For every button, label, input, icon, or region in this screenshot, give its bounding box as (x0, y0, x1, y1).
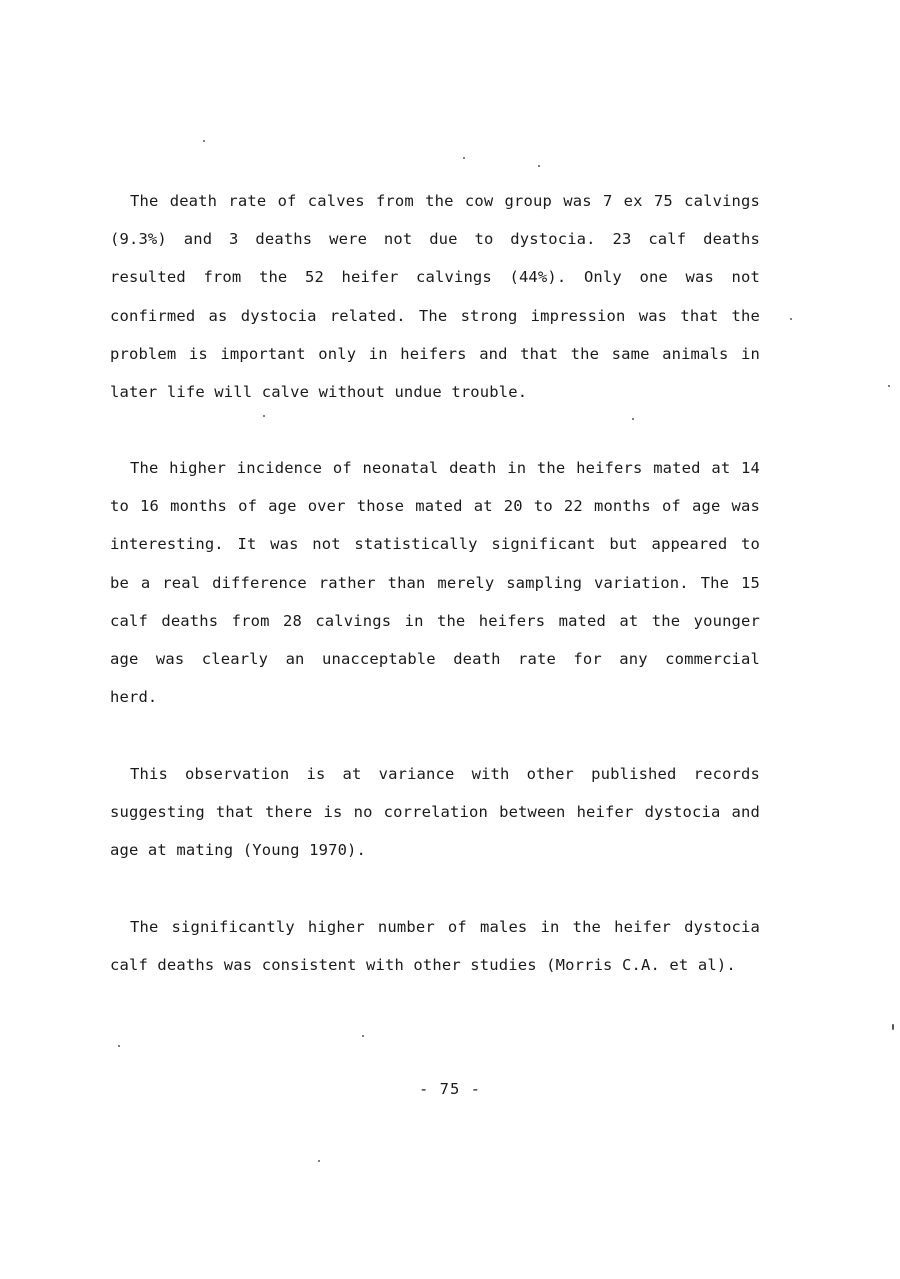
text-line: to 16 months of age over those mated at 20 to 22 months of age was (110, 497, 760, 516)
paragraph-3 (110, 755, 760, 870)
text-line: interesting. It was not statistically significant but appeared to (110, 535, 760, 554)
scan-speck (362, 1035, 364, 1037)
scan-speck (263, 415, 265, 417)
scan-speck (892, 1024, 894, 1030)
paragraph-4 (110, 908, 760, 984)
scan-speck (318, 1160, 320, 1162)
scan-speck (203, 140, 205, 142)
text-line: confirmed as dystocia related. The strong impression was that the (110, 306, 760, 325)
scan-speck (118, 1045, 120, 1047)
scan-speck (538, 165, 540, 167)
text-line: (9.3%) and 3 deaths were not due to dystocia. 23 calf deaths (110, 230, 760, 249)
text-line: calf deaths was consistent with other studies (Morris C.A. et al). (110, 956, 736, 975)
text-line: The significantly higher number of males in the heifer dystocia (130, 918, 760, 936)
page-number: - 75 - (419, 1080, 481, 1098)
text-line: suggesting that there is no correlation between heifer dystocia and (110, 803, 760, 822)
text-line: be a real difference rather than merely sampling variation. The 15 (110, 573, 760, 592)
text-line: later life will calve without undue trouble. (110, 383, 528, 402)
text-line: problem is important only in heifers and that the same animals in (110, 344, 760, 363)
text-line: resulted from the 52 heifer calvings (44%). Only one was not (110, 268, 760, 287)
paragraph-1 (110, 182, 760, 411)
scan-speck (632, 418, 634, 420)
scan-speck (790, 318, 792, 320)
text-line: This observation is at variance with other published records (130, 765, 760, 783)
text-line: age at mating (Young 1970). (110, 841, 367, 860)
text-line: herd. (110, 688, 158, 707)
text-line: The death rate of calves from the cow group was 7 ex 75 calvings (130, 192, 760, 210)
scan-speck (463, 157, 465, 159)
text-line: The higher incidence of neonatal death in the heifers mated at 14 (130, 459, 760, 477)
paragraph-2 (110, 449, 760, 716)
text-line: age was clearly an unacceptable death rate for any commercial (110, 650, 760, 669)
text-line: calf deaths from 28 calvings in the heifers mated at the younger (110, 611, 760, 630)
scan-speck (888, 385, 890, 387)
